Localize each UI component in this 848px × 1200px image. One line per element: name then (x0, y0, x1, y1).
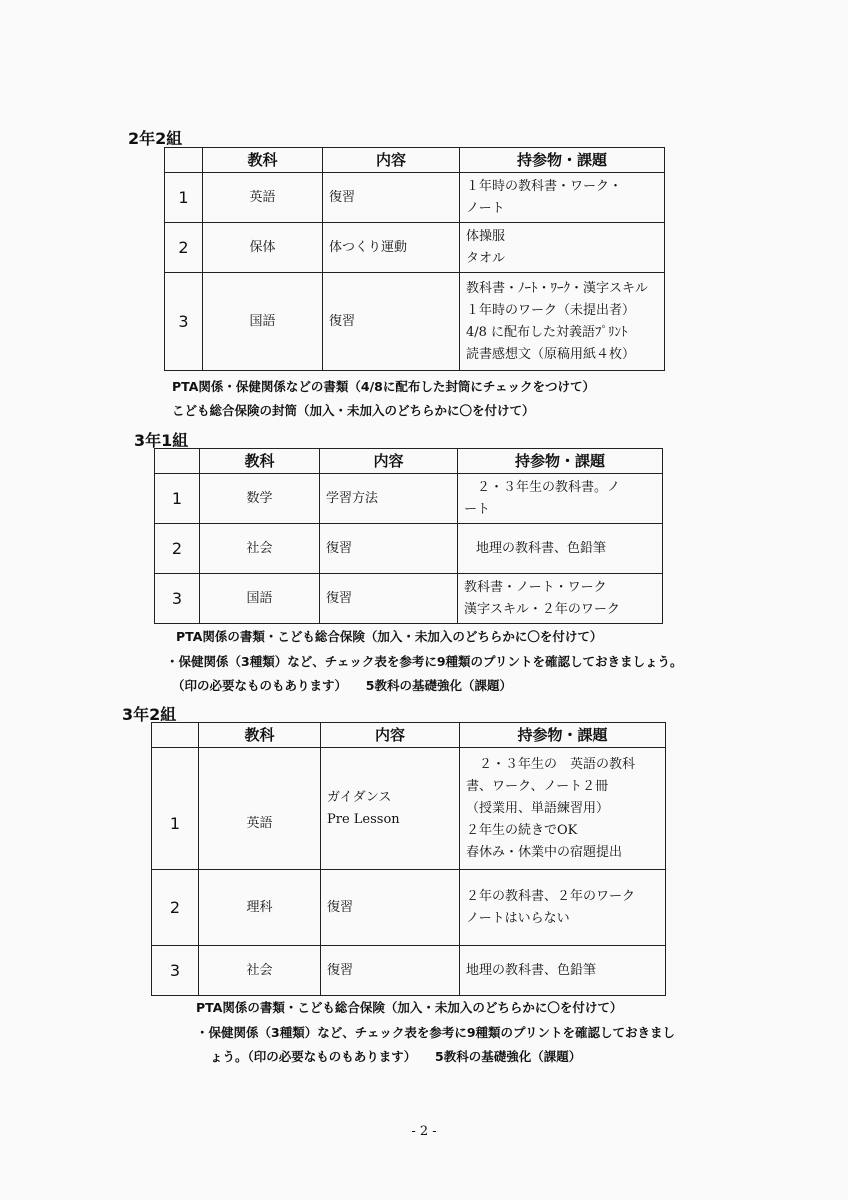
items-cell: 体操服 タオル (460, 223, 665, 273)
section-title-3-2: 3年2組 (122, 705, 177, 724)
items-cell: ２年の教科書、２年のワーク ノートはいらない (460, 870, 666, 946)
content-cell: ガイダンス Pre Lesson (321, 748, 460, 870)
schedule-table-2-2 (164, 147, 665, 371)
period-number: 1 (155, 474, 200, 524)
table-row (155, 524, 663, 574)
header-items: 持参物・課題 (460, 723, 666, 748)
period-number: 3 (155, 574, 200, 624)
subject-cell: 社会 (199, 946, 321, 996)
subject-cell: 国語 (200, 574, 320, 624)
header-subject: 教科 (199, 723, 321, 748)
period-number: 3 (165, 273, 203, 371)
table-row (155, 474, 663, 524)
items-cell: 教科書・ﾉｰﾄ・ﾜｰｸ・漢字スキル １年時のワーク（未提出者） 4/8 に配布した対義語ﾌﾟﾘﾝﾄ 読書感想文（原稿用紙４枚） (460, 273, 665, 371)
table-header-row (165, 148, 665, 173)
content-cell: 体つくり運動 (323, 223, 460, 273)
table-row (165, 173, 665, 223)
items-cell: ２・３年生の 英語の教科 書、ワーク、ノート２冊 （授業用、単語練習用） ２年生の続きでOK 春休み・休業中の宿題提出 (460, 748, 666, 870)
table-row (152, 870, 666, 946)
period-number: 3 (152, 946, 199, 996)
table-row (165, 223, 665, 273)
schedule-table-3-1 (154, 448, 663, 624)
header-items: 持参物・課題 (460, 148, 665, 173)
period-number: 1 (152, 748, 199, 870)
items-cell: 地理の教科書、色鉛筆 (460, 946, 666, 996)
content-cell: 学習方法 (320, 474, 458, 524)
table-row (152, 946, 666, 996)
content-cell: 復習 (323, 173, 460, 223)
table-row (152, 748, 666, 870)
section-title-3-1: 3年1組 (134, 431, 189, 450)
items-cell: 地理の教科書、色鉛筆 (458, 524, 663, 574)
period-number: 1 (165, 173, 203, 223)
note-line: ょう。（印の必要なものもあります） 5教科の基礎強化（課題） (210, 1049, 582, 1064)
subject-cell: 理科 (199, 870, 321, 946)
note-line: PTA関係の書類・こども総合保険（加入・未加入のどちらかに〇を付けて） (176, 629, 603, 644)
content-cell: 復習 (323, 273, 460, 371)
period-number: 2 (155, 524, 200, 574)
subject-cell: 社会 (200, 524, 320, 574)
period-number: 2 (165, 223, 203, 273)
header-subject: 教科 (203, 148, 323, 173)
subject-cell: 英語 (203, 173, 323, 223)
header-num (155, 449, 200, 474)
header-num (152, 723, 199, 748)
content-cell: 復習 (320, 524, 458, 574)
content-cell: 復習 (320, 574, 458, 624)
note-line: ・保健関係（3種類）など、チェック表を参考に9種類のプリントを確認しておきましょう。 (166, 654, 683, 669)
header-num (165, 148, 203, 173)
header-content: 内容 (323, 148, 460, 173)
page-number: - 2 - (411, 1124, 437, 1139)
items-cell: 教科書・ノート・ワーク 漢字スキル・２年のワーク (458, 574, 663, 624)
note-line: PTA関係の書類・こども総合保険（加入・未加入のどちらかに〇を付けて） (196, 1000, 623, 1015)
section-title-2-2: 2年2組 (128, 129, 183, 148)
header-content: 内容 (320, 449, 458, 474)
note-line: こども総合保険の封筒（加入・未加入のどちらかに〇を付けて） (172, 403, 535, 418)
table-row (165, 273, 665, 371)
content-cell: 復習 (321, 946, 460, 996)
content-cell: 復習 (321, 870, 460, 946)
note-line: （印の必要なものもあります） 5教科の基礎強化（課題） (172, 678, 512, 693)
note-line: ・保健関係（3種類）など、チェック表を参考に9種類のプリントを確認しておきまし (196, 1025, 676, 1040)
subject-cell: 英語 (199, 748, 321, 870)
table-header-row (152, 723, 666, 748)
subject-cell: 保体 (203, 223, 323, 273)
schedule-table-3-2 (151, 722, 666, 996)
table-row (155, 574, 663, 624)
header-items: 持参物・課題 (458, 449, 663, 474)
header-content: 内容 (321, 723, 460, 748)
period-number: 2 (152, 870, 199, 946)
items-cell: １年時の教科書・ワーク・ ノート (460, 173, 665, 223)
note-line: PTA関係・保健関係などの書類（4/8に配布した封筒にチェックをつけて） (172, 379, 595, 394)
header-subject: 教科 (200, 449, 320, 474)
items-cell: ２・３年生の教科書。ノ ート (458, 474, 663, 524)
subject-cell: 国語 (203, 273, 323, 371)
table-header-row (155, 449, 663, 474)
subject-cell: 数学 (200, 474, 320, 524)
